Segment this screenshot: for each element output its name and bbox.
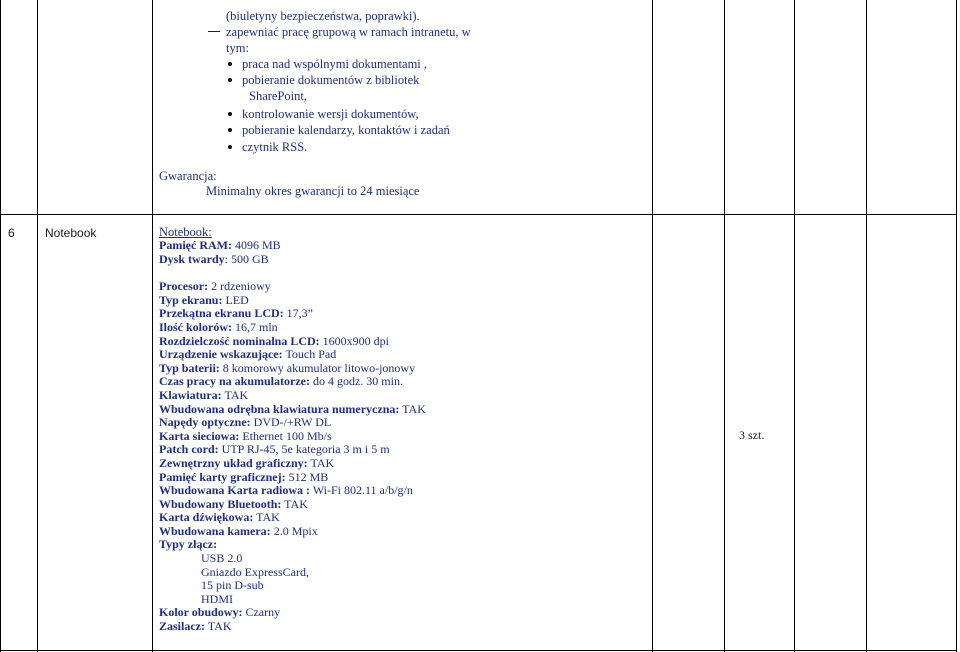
quantity: 3 szt. (739, 428, 765, 442)
table-divider-2 (152, 0, 153, 652)
bullet-item: pobieranie dokumentów z bibliotek (242, 73, 420, 87)
bullet-item: pobieranie kalendarzy, kontaktów i zadań (242, 123, 450, 137)
spec-item: Przekątna ekranu LCD: 17,3” (159, 306, 313, 321)
table-border-right (956, 0, 957, 652)
port-item: HDMI (201, 591, 233, 606)
table-divider-1 (37, 0, 38, 652)
bullet-item-continuation: SharePoint, (249, 89, 307, 103)
spec-item: Klawiatura: TAK (159, 387, 249, 402)
row-separator (0, 214, 957, 215)
spec-ram: Pamięć RAM: 4096 MB (159, 238, 281, 252)
spec-list (159, 239, 426, 634)
spec-color: Kolor obudowy: Czarny (159, 605, 281, 620)
table-divider-4 (724, 0, 725, 652)
bullet-item: czytnik RSS. (242, 140, 308, 154)
row-number: 6 (8, 226, 15, 240)
spec-item: Typ baterii: 8 komorowy akumulator litowo-jonowy (159, 360, 416, 375)
spec-item: Pamięć karty graficznej: 512 MB (159, 469, 329, 484)
port-item: USB 2.0 (201, 551, 243, 566)
spec-item: Czas pracy na akumulatorze: do 4 godz. 30 min. (159, 374, 403, 389)
port-item: 15 pin D-sub (201, 578, 264, 593)
groupwork-line-2: tym: (226, 41, 249, 55)
warranty-text: Minimalny okres gwarancji to 24 miesiące (206, 184, 420, 198)
spec-psu: Zasilacz: TAK (159, 619, 232, 634)
spec-item: Wbudowany Bluetooth: TAK (159, 496, 308, 511)
spec-item: Wbudowana Karta radiowa : Wi-Fi 802.11 a/b/g/n (159, 483, 413, 498)
bullet-item: praca nad wspólnymi dokumentami , (242, 57, 428, 71)
spec-item: Urządzenie wskazujące: Touch Pad (159, 347, 337, 362)
spec-item: Ilość kolorów: 16,7 mln (159, 319, 278, 334)
spec-item: Patch cord: UTP RJ-45, 5e kategoria 3 m i 5 m (159, 442, 390, 457)
dash-marker (208, 31, 220, 32)
spec-heading: Notebook: (159, 225, 212, 239)
spec-item: Rozdzielczość nominalna LCD: 1600x900 dpi (159, 333, 389, 348)
bullet-item: kontrolowanie wersji dokumentów, (242, 107, 419, 121)
spec-item: Karta dźwiękowa: TAK (159, 510, 280, 525)
spec-ports-label: Typy złącz: (159, 537, 218, 552)
spec-item: Wbudowana kamera: 2.0 Mpix (159, 523, 318, 538)
spec-item: Typ ekranu: LED (159, 292, 249, 307)
spec-item: Procesor: 2 rdzeniowy (159, 279, 271, 294)
port-item: Gniazdo ExpressCard, (201, 564, 309, 579)
table-divider-3 (652, 0, 653, 652)
table-divider-5 (794, 0, 795, 652)
groupwork-line-1: zapewniać pracę grupową w ramach intranetu, w (226, 25, 471, 39)
table-border-left (0, 0, 1, 652)
spec-item: Napędy optyczne: DVD-/+RW DL (159, 415, 332, 430)
table-divider-6 (866, 0, 867, 652)
spec-hdd: Dysk twardy: 500 GB (159, 251, 269, 266)
product-name: Notebook (45, 226, 97, 240)
spec-item: Wbudowana odrębna klawiatura numeryczna: TAK (159, 401, 426, 416)
table-border-bottom (0, 650, 957, 651)
spec-item: Zewnętrzny układ graficzny: TAK (159, 455, 335, 470)
warranty-label: Gwarancja: (159, 169, 217, 183)
security-bulletins-line: (biuletyny bezpieczeństwa, poprawki). (226, 9, 420, 23)
spec-item: Karta sieciowa: Ethernet 100 Mb/s (159, 428, 332, 443)
